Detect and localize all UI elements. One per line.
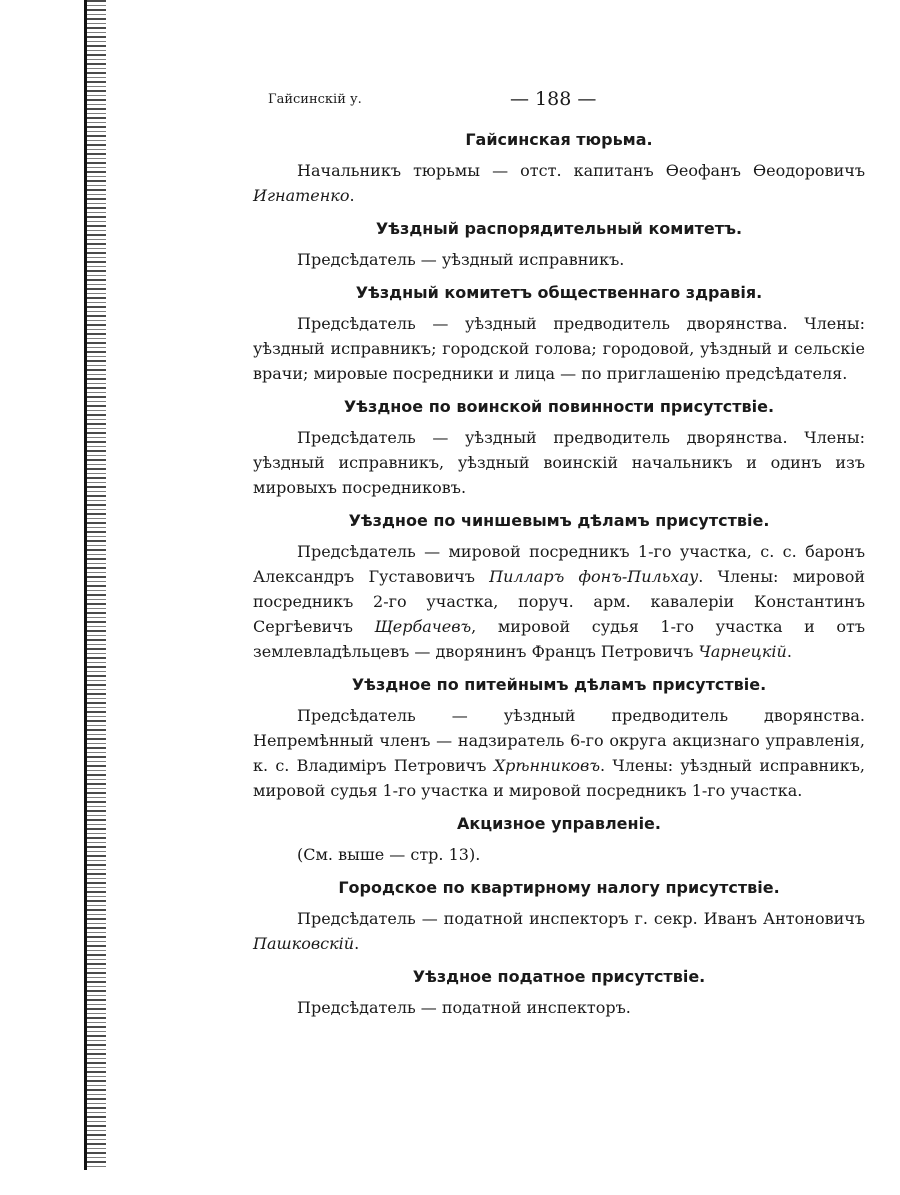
- text-run: Предсѣдатель — мировой посредникъ 1-го участка, с. с. баронъ Александръ Густавовичъ: [253, 542, 865, 586]
- section-body: [253, 158, 865, 208]
- text-run: . Члены: мировой посредникъ 2-го участка, поруч. арм. кавалеріи Константинъ Сергѣевичъ: [253, 567, 866, 636]
- page-number: — 188 —: [510, 88, 597, 110]
- text-run: .: [354, 934, 360, 953]
- text-run: Предсѣдатель — податной инспекторъ.: [297, 998, 631, 1017]
- running-head-district: Гайсинскій у.: [268, 92, 362, 107]
- section-body: [253, 311, 865, 386]
- page-binding-edge: [84, 0, 106, 1170]
- section-heading: Городское по квартирному налогу присутствіе.: [338, 878, 780, 897]
- text-run: .: [786, 642, 792, 661]
- section-heading: Уѣздный распорядительный комитетъ.: [375, 219, 743, 238]
- section-body: [253, 842, 865, 867]
- text-run: . Члены: уѣздный исправникъ, мировой судья 1-го участка и мировой посредникъ 1-го участка.: [253, 756, 865, 800]
- section-heading: Уѣздное по питейнымъ дѣламъ присутствіе.: [351, 675, 767, 694]
- italic-name: Щербачевъ: [374, 617, 472, 636]
- section-heading: Уѣздное по чиншевымъ дѣламъ присутствіе.: [348, 511, 770, 530]
- section-body: [253, 906, 865, 956]
- italic-name: Хрѣнниковъ: [493, 756, 600, 775]
- section-body: [253, 247, 865, 272]
- page-binding-line: [84, 0, 87, 1170]
- text-run: Предсѣдатель — уѣздный исправникъ.: [297, 250, 625, 269]
- text-run: Начальникъ тюрьмы — отст. капитанъ Ѳеофанъ Ѳеодоровичъ: [297, 161, 865, 180]
- section-body: [253, 539, 865, 664]
- section-heading: Уѣздный комитетъ общественнаго здравія.: [355, 283, 763, 302]
- italic-name: Чарнецкій: [698, 642, 787, 661]
- italic-name: Пилларъ фонъ-Пильхау: [489, 567, 699, 586]
- text-run: Предсѣдатель — уѣздный предводитель дворянства. Члены: уѣздный исправникъ; городской голова; городовой, уѣздный и сельскіе врачи; мировые посредники и лица — по приглашенію предсѣдателя.: [253, 314, 865, 383]
- text-run: (См. выше — стр. 13).: [297, 845, 481, 864]
- italic-name: Игнатенко: [253, 186, 350, 205]
- italic-name: Пашковскій: [253, 934, 355, 953]
- text-run: Предсѣдатель — уѣздный предводитель дворянства. Непремѣнный членъ — надзиратель 6-го округа акцизнаго управленія, к. с. Владиміръ Петровичъ: [253, 706, 865, 775]
- text-run: Предсѣдатель — уѣздный предводитель дворянства. Члены: уѣздный исправникъ, уѣздный воинскій начальникъ и одинъ изъ мировыхъ посредниковъ.: [253, 428, 865, 497]
- section-heading: Уѣздное податное присутствіе.: [412, 967, 706, 986]
- section-heading: Гайсинская тюрьма.: [465, 130, 653, 149]
- text-run: , мировой судья 1-го участка и отъ землевладѣльцевъ — дворянинъ Францъ Петровичъ: [253, 617, 866, 661]
- section-heading: Уѣздное по воинской повинности присутствіе.: [343, 397, 775, 416]
- text-run: Предсѣдатель — податной инспекторъ г. секр. Иванъ Антоновичъ: [297, 909, 865, 928]
- section-heading: Акцизное управленіе.: [457, 814, 661, 833]
- section-body: [253, 425, 865, 500]
- section-body: [253, 995, 865, 1020]
- running-head: [0, 90, 900, 112]
- text-run: .: [349, 186, 355, 205]
- page-content: [253, 125, 865, 1026]
- section-body: [253, 703, 865, 803]
